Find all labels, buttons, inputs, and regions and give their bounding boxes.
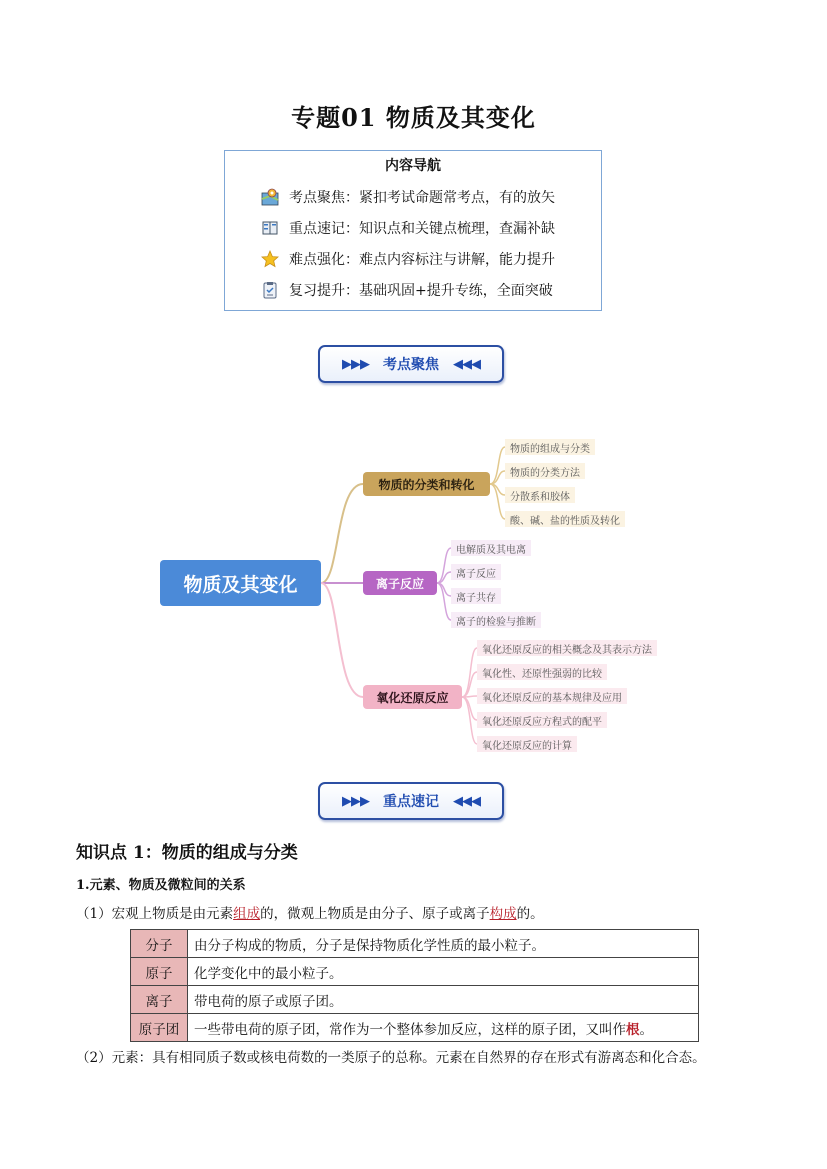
table-row <box>131 1014 699 1042</box>
leaf: 离子反应 <box>451 564 501 580</box>
leaf: 离子共存 <box>451 588 501 604</box>
section-subheading: 1.元素、物质及微粒间的关系 <box>76 878 246 893</box>
text: 一些带电荷的原子团，常作为一个整体参加反应，这样的原子团，又叫作 <box>194 1021 626 1038</box>
leaf: 氧化还原反应的基本规律及应用 <box>477 688 627 704</box>
nav-item-label: 复习提升：基础巩固+提升专练，全面突破 <box>289 283 553 299</box>
term-cell: 离子 <box>131 986 188 1014</box>
arrow-right-icon: ▶▶▶ <box>342 356 369 372</box>
branch-ionic-reaction: 离子反应 <box>363 571 437 595</box>
definition-table <box>130 929 699 1042</box>
section-heading: 知识点 1：物质的组成与分类 <box>76 843 298 863</box>
definition-cell: 由分子构成的物质，分子是保持物质化学性质的最小粒子。 <box>188 930 699 958</box>
banner-label: 考点聚焦 <box>383 357 439 373</box>
mind-map-root: 物质及其变化 <box>160 560 321 606</box>
table-row <box>131 930 699 958</box>
arrow-right-icon: ▶▶▶ <box>342 793 369 809</box>
nav-item-label: 考点聚焦：紧扣考试命题常考点，有的放矢 <box>289 190 555 206</box>
page-title: 专题01 物质及其变化 <box>291 103 536 132</box>
table-row <box>131 958 699 986</box>
text: （1）宏观上物质是由元素 <box>76 906 234 922</box>
nav-heading: 内容导航 <box>385 158 441 174</box>
nav-item-label: 重点速记：知识点和关键点梳理，查漏补缺 <box>289 221 555 237</box>
nav-item-label: 难点强化：难点内容标注与讲解，能力提升 <box>289 252 555 268</box>
table-row <box>131 986 699 1014</box>
leaf: 物质的分类方法 <box>505 463 585 479</box>
definition-cell: 化学变化中的最小粒子。 <box>188 958 699 986</box>
text: 的。 <box>516 906 544 922</box>
term-cell: 原子 <box>131 958 188 986</box>
arrow-left-icon: ◀◀◀ <box>453 793 480 809</box>
definition-cell <box>188 1014 699 1042</box>
leaf: 酸、碱、盐的性质及转化 <box>505 511 625 527</box>
branch-classification: 物质的分类和转化 <box>363 472 490 496</box>
leaf: 氧化性、还原性强弱的比较 <box>477 664 607 680</box>
banner-notes <box>318 782 504 820</box>
leaf: 离子的检验与推断 <box>451 612 541 628</box>
underlined-term: 组成 <box>233 906 261 922</box>
emphasized-term: 根 <box>626 1021 640 1038</box>
leaf: 分散系和胶体 <box>505 487 575 503</box>
leaf: 电解质及其电离 <box>451 540 531 556</box>
term-cell: 分子 <box>131 930 188 958</box>
paragraph-1 <box>76 902 544 922</box>
term-cell: 原子团 <box>131 1014 188 1042</box>
definition-cell: 带电荷的原子或原子团。 <box>188 986 699 1014</box>
leaf: 氧化还原反应的相关概念及其表示方法 <box>477 640 657 656</box>
paragraph-2: （2）元素：具有相同质子数或核电荷数的一类原子的总称。元素在自然界的存在形式有游离态和化合态。 <box>76 1050 706 1066</box>
leaf: 物质的组成与分类 <box>505 439 595 455</box>
leaf: 氧化还原反应的计算 <box>477 736 577 752</box>
arrow-left-icon: ◀◀◀ <box>453 356 480 372</box>
text: 。 <box>639 1021 653 1038</box>
branch-redox-reaction: 氧化还原反应 <box>363 685 462 709</box>
leaf: 氧化还原反应方程式的配平 <box>477 712 607 728</box>
banner-label: 重点速记 <box>383 794 439 810</box>
text: 的，微观上物质是由分子、原子或离子 <box>260 906 490 922</box>
underlined-term: 构成 <box>489 906 517 922</box>
